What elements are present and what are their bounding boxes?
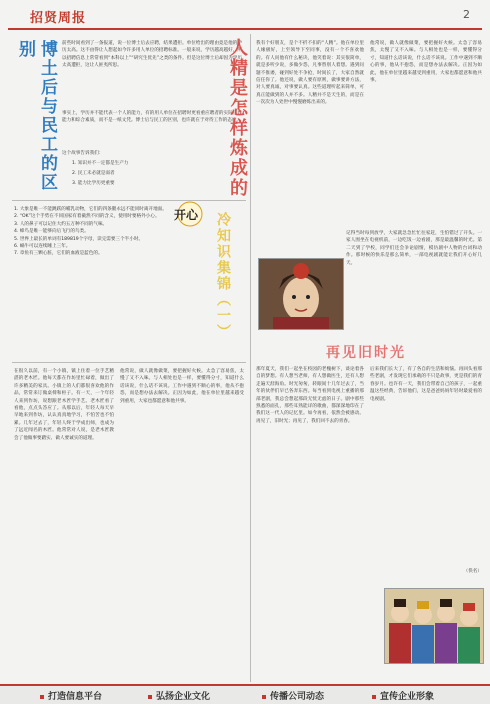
column-divider xyxy=(250,34,251,682)
footer-slogan: 弘扬企业文化 xyxy=(148,689,210,702)
footer-slogan: 传播公司动态 xyxy=(262,689,324,702)
page-number: 2 xyxy=(463,8,470,21)
article-body: 他常说，做人就像做菜，要把握好火候。太急了容易焦，太慢了又不入味。与人相处也是一样，要懂得分寸，知道什么话该说，什么话不该说。工作中遇到不顺心的事，他从不抱怨，而是想办法去解决。正因为如此，他在单位里越来越受到重用，大家也都愿意和他共事。 xyxy=(370,41,482,84)
list-intro: 这个故事告诉我们： xyxy=(62,151,104,156)
masthead xyxy=(8,4,482,30)
article-title-postdoc: 博土后与民工的区别 xyxy=(15,40,57,192)
list-item: 3. 能力比学历更重要 xyxy=(72,181,115,186)
group-image xyxy=(385,589,483,663)
article-body: 前些时间看到了一条报道，说一位博士后去应聘，结果遭拒。单位给出的理由竟是他的学历太高。这不由得让人想起如今许多用人单位的招聘标准。一般来说，学历越高越好，所以招聘信息上常常看到“本科以上”“研究生优先”之类的条件。但是这位博士后却因为学历太高遭拒，这让人匪夷所思。 xyxy=(62,41,242,69)
bullet-icon xyxy=(372,695,376,699)
section-divider xyxy=(12,200,246,201)
list-item: 6. 蜗牛可以连续睡上三年。 xyxy=(14,244,71,250)
section-divider xyxy=(12,362,246,363)
section-heading xyxy=(256,340,482,362)
footer-bar xyxy=(0,684,490,704)
article-body: 那年夏天，我们一起坐在校园的老槐树下，谈论着各自的梦想。有人想当老师，有人想做医生，还有人想走遍天涯海角。时光匆匆，转眼间十几年过去了，当年的伙伴们早已各奔东西。每当看到电视上重播的那部老剧，我总会想起那段无忧无虑的日子。剧中那些熟悉的面孔，那些耳熟能详的歌曲，都深深地印在了我们这一代人的记忆里。如今再看，依然会被感动。再见了，旧时光；再见了，我们回不去的青春。 xyxy=(256,367,364,424)
list-item: 1. 知识并不一定都是生产力 xyxy=(72,161,129,166)
bullet-icon xyxy=(148,695,152,699)
article-body: 后来我们长大了，有了各自的生活和烦恼。再回头看那些老剧，才发现它们承载的不只是故事，更是我们的青春岁月。也许有一天，我们会带着自己的孩子，一起重温这些经典，告诉他们，这是爸爸妈妈年轻时最爱看的电视剧。 xyxy=(370,367,482,402)
footer-slogan: 打造信息平台 xyxy=(40,689,102,702)
list-item: 4. 蜂鸟是唯一能够向后飞行的鸟类。 xyxy=(14,229,89,235)
article-body: 事实上，学历并不能代表一个人的能力，有的用人单位在招聘时更看重应聘者的实际工作能力和综合素质，而不是一纸文凭。博士后与民工的区别，也许就在于对待工作的态度。 xyxy=(62,111,242,124)
list-item: 2. 民工未必就是弱者 xyxy=(72,171,115,176)
story-body-2: 他常说，做人就像做菜，要把握好火候。太急了容易焦，太慢了又不入味。与人相处也是一样，要懂得分寸，知道什么话该说，什么话不该说。工作中遇到不顺心的事，他从不抱怨，而是想办法去解决。正因为如此，他在单位里越来越受到重用，大家也都愿意和他共事。 xyxy=(120,369,244,404)
portrait-image xyxy=(259,259,343,329)
article-title-knowledge: 冷知识集锦（一） xyxy=(215,212,231,340)
drama-photo xyxy=(258,258,344,330)
list-item: 1. 大象是唯一不能跳跃的哺乳动物，它们的四条腿永远不能同时离开地面。 xyxy=(14,207,167,212)
article-body: 记得当时每到放学，大家就急急忙忙往家赶，生怕错过了开头。一家人围坐在电视机前，一边吃饭一边看剧，那是最温馨的时光。第二天到了学校，同学们还会争论剧情，模仿剧中人物的台词和动作。那时候的快乐是那么简单，一部电视剧就能让我们开心好几天。 xyxy=(346,231,482,266)
bullet-icon xyxy=(262,695,266,699)
badge-label: 开心 xyxy=(174,208,199,222)
story-body: 在很久以前，有一个小镇，镇上住着一位手艺精湛的老木匠。他每天都在作坊里忙碌着，做出了许多精美的家具。小镇上的人们都很喜欢他的作品，常常来订做桌椅和柜子。有一天，一个年轻人来到作坊，说想跟老木匠学手艺。老木匠看了看他，点点头答应了。从那以后，年轻人每天早早地来到作坊，认认真真地学习，不怕苦也不怕累。几年过去了，年轻人终于学成出师，也成为了远近闻名的木匠。他常常对人说，是老木匠教会了他做事要踏实、做人要诚实的道理。 xyxy=(14,369,114,441)
article-body: 我有个好朋友，是个不折不扣的“人精”。他在单位里人缘极好，上至领导下至同事，没有一个不喜欢他的。有人问他有什么秘诀，他笑着说：其实很简单，就是多听少说，多做少怨，凡事替别人着想。遇到问题不推诿，碰到好处不争抢，时间长了，大家自然就信任你了。他还说，做人要有原则，做事要讲方法，对人要真诚，对事要认真。这些道理听起来简单，可真正能做到的人并不多。人精并不是天生的，而是在一次次为人处世中慢慢磨炼出来的。 xyxy=(256,41,364,106)
newspaper-logo: 招贤周报 xyxy=(30,11,87,26)
article-title-oldtimes: 再见旧时光 xyxy=(326,345,406,361)
article-title-renjing: 人精是怎样炼成的 xyxy=(227,38,248,198)
list-item: 7. 章鱼有三颗心脏，它们的血液是蓝色的。 xyxy=(14,251,103,257)
bullet-icon xyxy=(40,695,44,699)
footer-slogan: 宣传企业形象 xyxy=(372,689,434,702)
cast-photo xyxy=(384,588,484,664)
list-item: 2. “OK”这个手势在不同国家有着截然不同的含义，使用时要格外小心。 xyxy=(14,214,160,220)
knowledge-list xyxy=(14,206,174,356)
list-item: 3. 人的鼻子可以记住大约五万种不同的气味。 xyxy=(14,221,108,227)
kaixin-badge xyxy=(170,200,210,228)
signoff: （佚名） xyxy=(463,569,482,574)
list-item: 5. 世界上最长的单词有189819个字母，读完需要三个半小时。 xyxy=(14,236,144,242)
